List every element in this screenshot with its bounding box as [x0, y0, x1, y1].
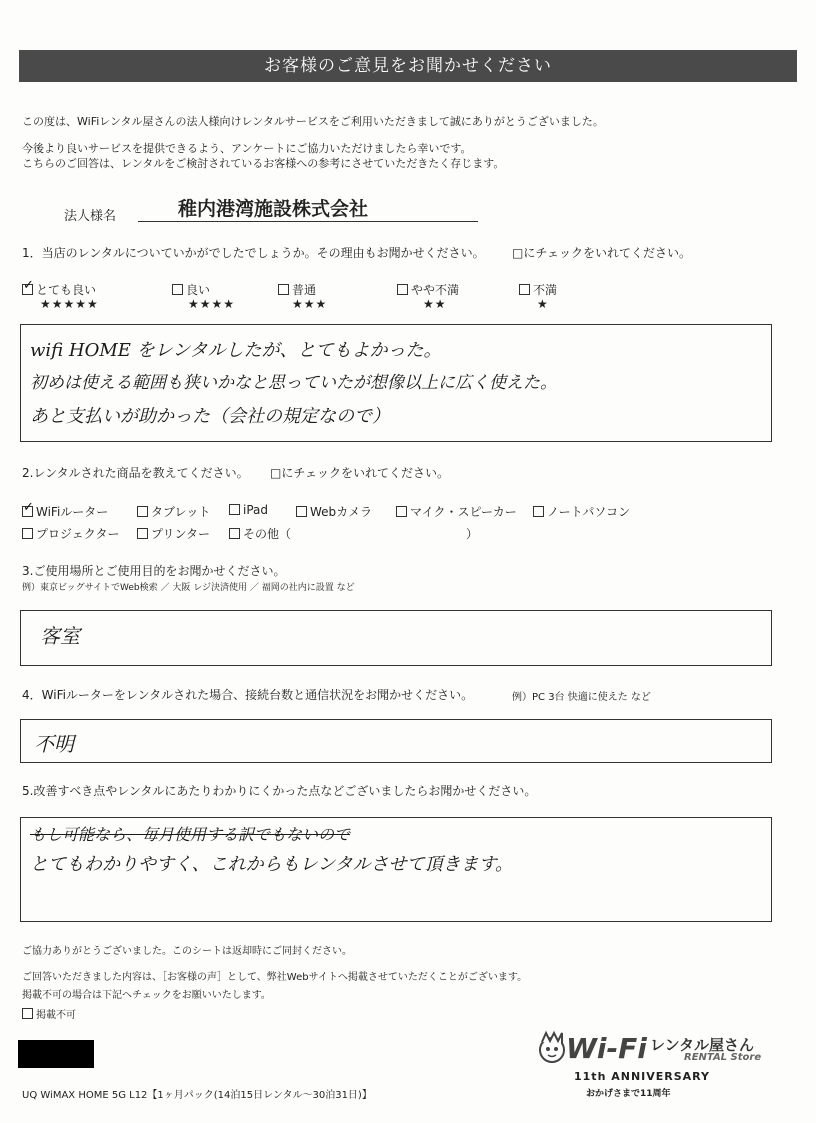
rating-stars-5: ★★★★★ — [40, 297, 99, 311]
rating-stars-1: ★ — [537, 297, 549, 311]
q2-option-other[interactable]: その他（ — [229, 525, 291, 542]
q5-answer: とてもわかりやすく、これからもレンタルさせて頂きます。 — [30, 854, 514, 875]
intro-line-3: こちらのご回答は、レンタルをご検討されているお客様への参考にさせていただきたく存じます。 — [22, 157, 505, 170]
logo-name: レンタル屋さん — [650, 1036, 755, 1054]
logo-tagline: おかげさまで11周年 — [586, 1089, 671, 1099]
q4-example: 例）PC 3台 快適に使えた など — [512, 692, 651, 703]
footer-notice-1: ご回答いただきました内容は、［お客様の声］として、弊社Webサイトへ掲載させていただくことがございます。 — [22, 972, 528, 983]
checkbox[interactable] — [296, 506, 307, 517]
q1-option-very-good[interactable]: ✓とても良い — [22, 281, 96, 298]
redaction-block — [18, 1040, 94, 1068]
checkbox-checked[interactable] — [22, 284, 33, 295]
q5-answer-struck: もし可能なら、毎月使用する訳でもないので — [30, 825, 351, 844]
mascot-icon — [534, 1030, 570, 1066]
q4-answer: 不明 — [34, 732, 74, 756]
q1-option-good[interactable]: 良い — [172, 281, 210, 298]
checkbox[interactable] — [22, 1008, 33, 1019]
company-label: 法人様名 — [64, 209, 117, 224]
wifi-rental-logo — [534, 1030, 784, 1100]
q3-question: 3.ご使用場所とご使用目的をお聞かせください。 — [22, 564, 286, 578]
q2-other-close-paren: ） — [466, 527, 479, 541]
checkbox[interactable] — [533, 506, 544, 517]
footer-notice-2: 掲載不可の場合は下記へチェックをお願いいたします。 — [22, 990, 271, 1001]
q1-answer-line-3: あと支払いが助かった（会社の規定なので） — [30, 406, 390, 427]
q1-instruction: □にチェックをいれてください。 — [512, 246, 691, 260]
q2-option-mic-speaker[interactable]: マイク・スピーカー — [396, 503, 517, 520]
q1-answer-line-2: 初めは使える範囲も狭いかなと思っていたが想像以上に広く使えた。 — [30, 373, 557, 393]
logo-anniversary: 11th ANNIVERSARY — [574, 1070, 711, 1083]
survey-header: お客様のご意見をお聞かせください — [19, 50, 797, 82]
checkbox[interactable] — [278, 284, 289, 295]
checkbox[interactable] — [229, 528, 240, 539]
q2-option-tablet[interactable]: タブレット — [137, 503, 210, 520]
q4-answer-box[interactable] — [20, 719, 772, 763]
intro-line-1: この度は、WiFiレンタル屋さんの法人様向けレンタルサービスをご利用いただきまして誠にありがとうございました。 — [22, 115, 604, 128]
logo-sub: RENTAL Store — [684, 1052, 762, 1063]
q1-option-slightly-dissatisfied[interactable]: やや不満 — [397, 281, 459, 298]
footer-thanks: ご協力ありがとうございました。このシートは返却時にご同封ください。 — [22, 946, 352, 957]
no-publish-option[interactable]: 掲載不可 — [22, 1006, 76, 1021]
q1-option-normal[interactable]: 普通 — [278, 281, 316, 298]
q3-answer: 客室 — [40, 624, 80, 648]
q1-option-dissatisfied[interactable]: 不満 — [519, 281, 557, 298]
q2-option-printer[interactable]: プリンター — [137, 525, 210, 542]
q2-option-webcam[interactable]: Webカメラ — [296, 503, 372, 520]
q2-option-wifi-router[interactable]: ✓WiFiルーター — [22, 503, 108, 520]
checkbox-checked[interactable] — [22, 506, 33, 517]
q2-option-projector[interactable]: プロジェクター — [22, 525, 120, 542]
q2-option-ipad[interactable]: iPad — [229, 503, 268, 517]
intro-line-2: 今後より良いサービスを提供できるよう、アンケートにご協力いただけましたら幸いです。 — [22, 142, 472, 155]
logo-brand: Wi-Fi — [566, 1032, 647, 1065]
checkbox[interactable] — [396, 506, 407, 517]
q3-answer-box[interactable] — [20, 610, 772, 666]
q3-example: 例）東京ビッグサイトでWeb検索 ／ 大阪 レジ決済使用 ／ 福岡の社内に設置 など — [22, 583, 355, 593]
product-name: UQ WiMAX HOME 5G L12【1ヶ月パック(14泊15日レンタル～30泊31日)】 — [22, 1090, 372, 1101]
q1-question: 1．当店のレンタルについていかがでしたでしょうか。その理由もお聞かせください。 — [22, 246, 485, 260]
checkbox[interactable] — [397, 284, 408, 295]
checkbox[interactable] — [137, 506, 148, 517]
checkbox[interactable] — [22, 528, 33, 539]
rating-stars-3: ★★★ — [292, 297, 328, 311]
q5-question: 5.改善すべき点やレンタルにあたりわかりにくかった点などございましたらお聞かせください。 — [22, 784, 537, 798]
company-name: 稚内港湾施設株式会社 — [178, 198, 369, 220]
rating-stars-2: ★★ — [423, 297, 447, 311]
checkbox[interactable] — [137, 528, 148, 539]
checkbox[interactable] — [519, 284, 530, 295]
rating-stars-4: ★★★★ — [188, 297, 236, 311]
q1-answer-line-1: wifi HOME をレンタルしたが、とてもよかった。 — [30, 340, 442, 361]
checkbox[interactable] — [172, 284, 183, 295]
q2-instruction: □にチェックをいれてください。 — [270, 466, 449, 480]
checkbox[interactable] — [229, 504, 240, 515]
q4-question: 4．WiFiルーターをレンタルされた場合、接続台数と通信状況をお聞かせください。 — [22, 688, 474, 702]
q2-question: 2.レンタルされた商品を教えてください。 — [22, 466, 249, 480]
q2-option-laptop[interactable]: ノートパソコン — [533, 503, 630, 520]
